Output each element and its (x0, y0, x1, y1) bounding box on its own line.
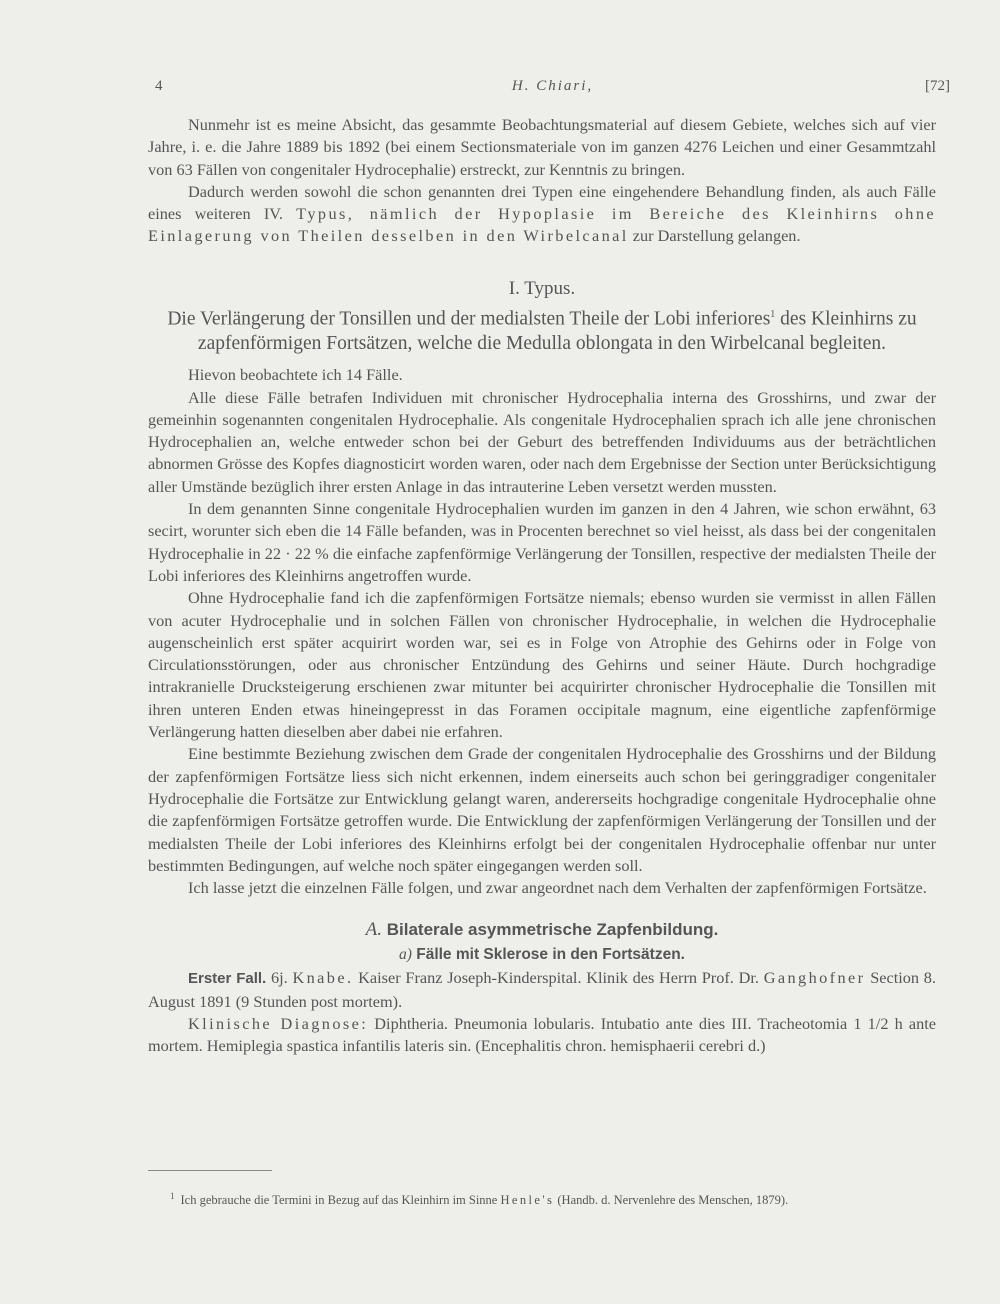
paragraph-4: Alle diese Fälle betrafen Individuen mit chronischer Hydrocephalia interna des Grosshirns, und zwar der gemeinhin sogenannten congenitalen Hydrocephalie. Als congenitale Hydrocephalien sprach ich alle jene chronischen Hydrocephalien an, welche entweder schon bei der Geburt des betreffenden Individuums aus der beträchtlichen abnormen Grösse des Kopfes diagnosticirt worden waren, oder nach dem Ergebnisse der Section unter Berücksichtigung aller Umstände bezüglich ihrer ersten Anlage in das intrauterine Leben versetzt werden mussten. (148, 387, 936, 496)
footnote-ref: 1 (770, 308, 776, 320)
percentage: 22 · 22 % (264, 543, 329, 563)
running-title: H. Chiari, (511, 78, 594, 94)
section-a-heading: A. Bilaterale asymmetrische Zapfenbildung. (365, 919, 719, 941)
paragraph-7: Eine bestimmte Beziehung zwischen dem Grade der congenitalen Hydrocephalie des Grosshirns und der Bildung der zapfenförmigen Fortsätze liess sich nicht erkennen, indem einerseits auch schon bei geringgradiger congenitaler Hydrocephalie die Fortsätze zur Entwicklung gelangt waren, andererseits hochgradige congenitale Hydrocephalie ohne die zapfenförmigen Fortsätze getroffen wurde. Die Entwicklung der zapfenförmigen Verlängerung der Tonsillen und der medialsten Theile der Lobi inferiores des Kleinhirns erfolgt bei der congenitalen Hydrocephalie offenbar nur unter bestimmten Bedingungen, auf welche noch später eingegangen werden soll. (148, 744, 936, 875)
footnote-mark: 1 (170, 1191, 175, 1201)
case-1-paragraph: Erster Fall. 6j. Knabe. Kaiser Franz Joseph-Kinderspital. Klinik des Herrn Prof. Dr. Ganghofner Section 8. August 1891 (9 Stunden post mortem). (148, 968, 937, 1011)
main-text (148, 114, 936, 1058)
doctor-name: Ganghofner (763, 968, 866, 988)
typus-subheading: Die Verlängerung der Tonsillen und der medialsten Theile der Lobi inferiores$^1$ des Kleinhirns zu zapfenförmigen Fortsätzen, welche die Medulla oblongata in den Wirbelcanal begleiten. (167, 308, 917, 355)
author-name: Henle's (500, 1193, 555, 1208)
paragraph-3: Hievon beobachtete ich 14 Fälle. (188, 365, 403, 385)
paragraph-intro-2: Dadurch werden sowohl die schon genannten drei Typen eine eingehendere Behandlung finden, als auch Fälle eines weiteren IV. Typus, nämlich der Hypoplasie im Bereiche des Kleinhirns ohne Einlagerung von Theilen desselben in den Wirbelcanal zur Darstellung gelangen. (148, 181, 936, 246)
case-label: Erster Fall. (188, 970, 267, 988)
fraction: 1 1/2 h (853, 1014, 903, 1033)
paragraph-intro-1: Nunmehr ist es meine Absicht, das gesammte Beobachtungsmaterial auf diesem Gebiete, welches sich auf vier Jahre, i. e. die Jahre 1889 bis 1892 (bei einem Sectionsmateriale von im ganzen 4276 Leichen und einer Gesammtzahl von 63 Fällen von congenitaler Hydrocephalie) erstreckt, zur Kenntnis zu bringen. (148, 115, 936, 179)
footnote: $^1$ Ich gebrauche die Termini in Bezug auf das Kleinhirn im Sinne Henle's (Handb. d. Nervenlehre des Menschen, 1879). (170, 1191, 789, 1208)
case-1-diagnosis: Klinische Diagnose: Diphtheria. Pneumonia lobularis. Intubatio ante dies III. Tracheotomia 1 1/2 h ante mortem. Hemiplegia spastica infantilis lateris sin. (Encephalitis chron. hemisphaerii cerebri d.) (148, 1014, 936, 1056)
section-b-heading: a) Fälle mit Sklerose in den Fortsätzen. (399, 946, 685, 964)
running-header (155, 78, 950, 102)
paragraph-5: In dem genannten Sinne congenitale Hydrocephalien wurden im ganzen in den 4 Jahren, wie schon erwähnt, 63 secirt, worunter sich eben die 14 Fälle befanden, was in Procenten berechnet so viel heisst, als dass bei der congenitalen Hydrocephalie in 22 · 22 % die einfache zapfenförmige Verlängerung der Tonsillen, respective der medialsten Theile der Lobi inferiores des Kleinhirns angetroffen wurde. (148, 499, 936, 585)
diagnosis-label: Klinische Diagnose: (188, 1014, 369, 1033)
paragraph-8: Ich lasse jetzt die einzelnen Fälle folgen, und zwar angeordnet nach dem Verhalten der zapfenförmigen Fortsätze. (188, 878, 927, 898)
page-reference: [72] (925, 78, 950, 94)
typus-heading: I. Typus. (508, 277, 576, 299)
footnote-rule (148, 1170, 272, 1171)
page-number: 4 (155, 78, 163, 94)
spaced-emphasis: Typus, nämlich der Hypoplasie im Bereiche des Kleinhirns ohne Einlagerung von Theilen desselben in den Wirbelcanal (148, 204, 936, 246)
paragraph-6: Ohne Hydrocephalie fand ich die zapfenförmigen Fortsätze niemals; ebenso wurden sie vermisst in allen Fällen von acuter Hydrocephalie und in solchen Fällen von chronischer Hydrocephalie, in welchen die Hydrocephalie augenscheinlich erst später acquirirt worden war, sei es in Folge von Atrophie des Gehirns oder in Folge von Circulationsstörungen, oder aus chronischer Entzündung des Gehirns und seiner Häute. Durch hochgradige intrakranielle Drucksteigerung erschienen zwar mitunter bei acquirirter chronischer Hydrocephalie die Tonsillen mit ihren unteren Enden etwas hineingepresst in das Foramen occipitale magnum, eine eigentliche zapfenförmige Verlängerung hatten dieselben aber dabei nie erfahren. (148, 588, 936, 742)
